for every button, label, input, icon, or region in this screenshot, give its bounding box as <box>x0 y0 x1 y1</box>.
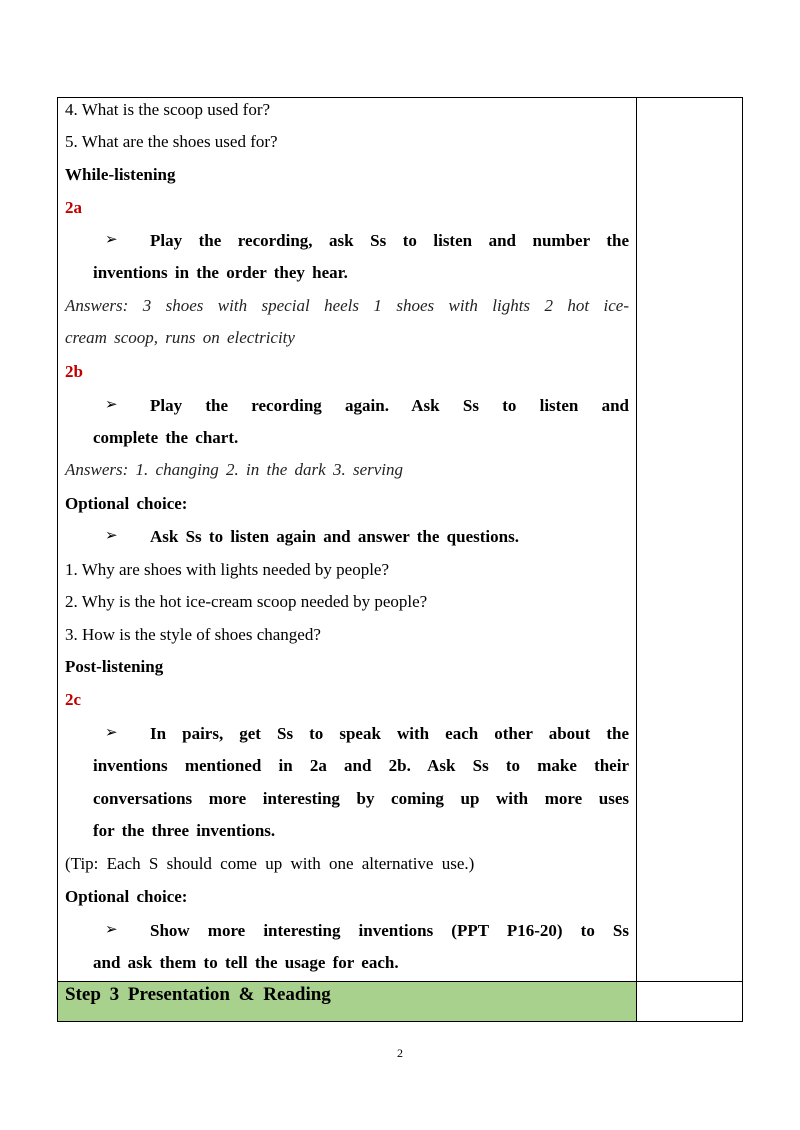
optional-question-3: 3. How is the style of shoes changed? <box>65 625 321 644</box>
section-2c-label: 2c <box>65 690 82 709</box>
instruction-optional-2-line1: Show more interesting inventions (PPT P16-20) to Ss <box>150 921 629 940</box>
tip-text: (Tip: Each S should come up with one alternative use.) <box>65 854 475 873</box>
column-divider <box>636 98 637 1021</box>
page-number: 2 <box>397 1046 403 1060</box>
heading-while-listening: While-listening <box>65 165 176 184</box>
heading-optional-choice-2: Optional choice: <box>65 887 188 906</box>
instruction-optional-1: Ask Ss to listen again and answer the questions. <box>150 527 519 546</box>
heading-post-listening: Post-listening <box>65 657 164 676</box>
answers-2b: Answers: 1. changing 2. in the dark 3. serving <box>65 460 403 479</box>
heading-optional-choice-1: Optional choice: <box>65 494 188 513</box>
lesson-table <box>57 97 743 1022</box>
step-3-header-cell <box>58 982 636 1021</box>
step-3-title: Step 3 Presentation & Reading <box>65 984 331 1005</box>
instruction-2c-line1: In pairs, get Ss to speak with each other about the <box>150 724 629 743</box>
instruction-2a-line2: inventions in the order they hear. <box>93 263 348 282</box>
instruction-2c-line3: conversations more interesting by coming up with more uses <box>93 789 629 808</box>
instruction-2a-line1: Play the recording, ask Ss to listen and number the <box>150 231 629 250</box>
section-2b-label: 2b <box>65 362 83 381</box>
answers-2a-line1: Answers: 3 shoes with special heels 1 shoes with lights 2 hot ice- <box>65 296 629 315</box>
answers-2a-line2: cream scoop, runs on electricity <box>65 328 295 347</box>
question-5: 5. What are the shoes used for? <box>65 132 278 151</box>
optional-question-2: 2. Why is the hot ice-cream scoop needed by people? <box>65 592 428 611</box>
instruction-2b-line1: Play the recording again. Ask Ss to listen and <box>150 396 629 415</box>
question-4: 4. What is the scoop used for? <box>65 100 271 119</box>
bullet-arrow-icon: ➢ <box>105 922 118 938</box>
bullet-arrow-icon: ➢ <box>105 725 118 741</box>
bullet-arrow-icon: ➢ <box>105 397 118 413</box>
bullet-arrow-icon: ➢ <box>105 232 118 248</box>
instruction-2c-line2: inventions mentioned in 2a and 2b. Ask Ss to make their <box>93 756 629 775</box>
section-2a-label: 2a <box>65 198 82 217</box>
instruction-2c-line4: for the three inventions. <box>93 821 276 840</box>
bullet-arrow-icon: ➢ <box>105 528 118 544</box>
optional-question-1: 1. Why are shoes with lights needed by people? <box>65 560 390 579</box>
instruction-optional-2-line2: and ask them to tell the usage for each. <box>93 953 399 972</box>
instruction-2b-line2: complete the chart. <box>93 428 239 447</box>
